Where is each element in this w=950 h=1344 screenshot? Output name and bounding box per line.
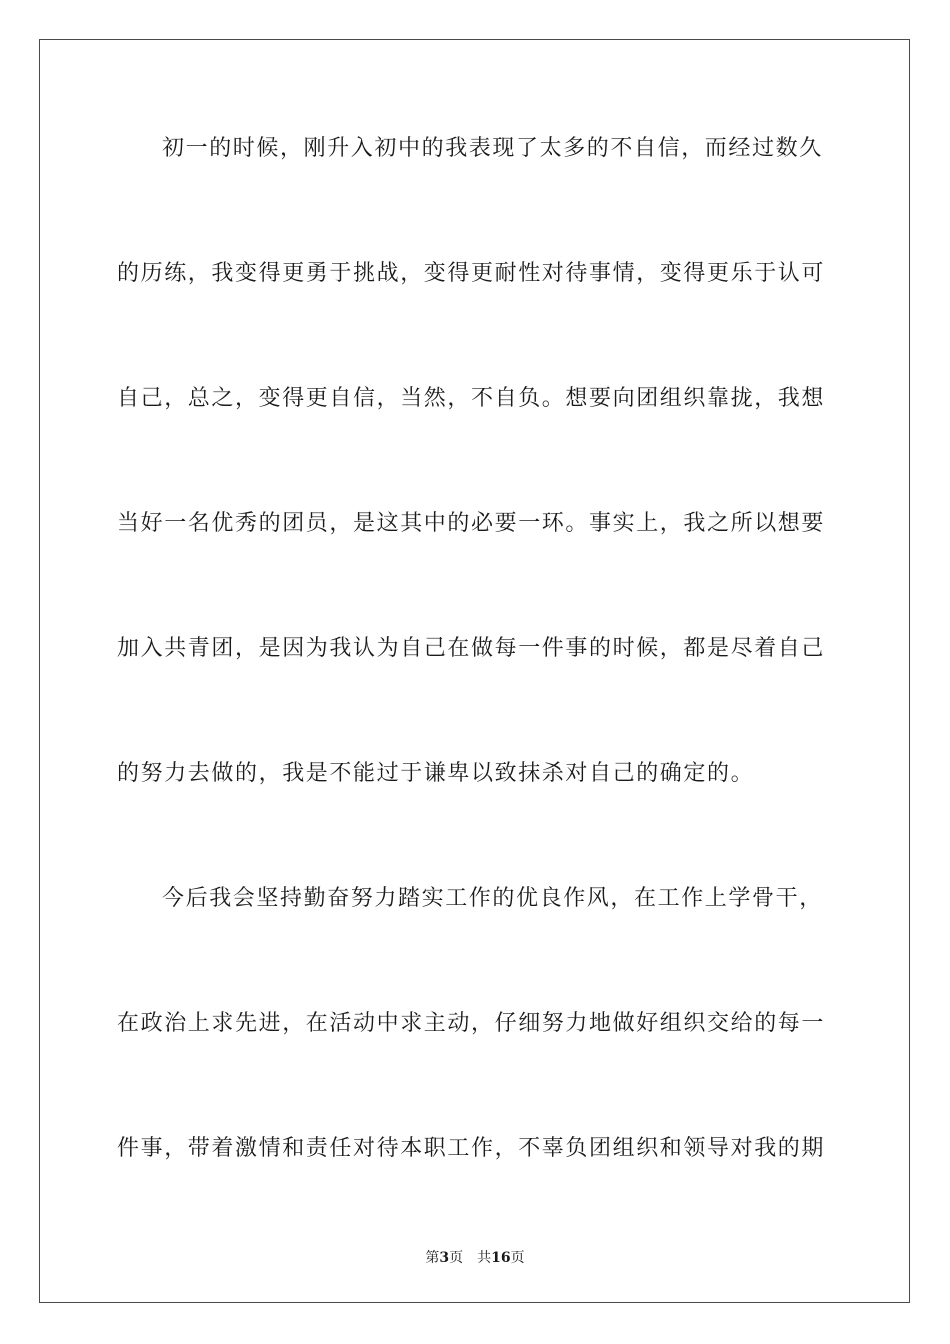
total-suffix: 页 [510, 1250, 525, 1266]
paragraph-line: 自己，总之，变得更自信，当然，不自负。想要向团组织靠拢，我想 [117, 386, 826, 411]
page-footer [0, 1249, 950, 1267]
paragraph-line: 当好一名优秀的团员，是这其中的必要一环。事实上，我之所以想要 [117, 511, 826, 536]
paragraph-line: 今后我会坚持勤奋努力踏实工作的优良作风，在工作上学骨干， [162, 886, 823, 911]
paragraph-line: 的历练，我变得更勇于挑战，变得更耐性对待事情，变得更乐于认可 [117, 261, 826, 286]
total-prefix: 共 [477, 1250, 492, 1266]
paragraph-line: 加入共青团，是因为我认为自己在做每一件事的时候，都是尽着自己 [117, 636, 826, 661]
paragraph-line: 件事，带着激情和责任对待本职工作，不辜负团组织和领导对我的期 [117, 1136, 826, 1161]
page-border [39, 39, 910, 1303]
page-suffix: 页 [449, 1250, 464, 1266]
page-number: 3 [439, 1250, 450, 1266]
paragraph-line: 初一的时候，刚升入初中的我表现了太多的不自信，而经过数久 [162, 136, 823, 161]
page-prefix: 第 [425, 1250, 440, 1266]
paragraph-line: 的努力去做的，我是不能过于谦卑以致抹杀对自己的确定的。 [117, 761, 755, 786]
total-pages: 16 [491, 1250, 511, 1266]
paragraph-line: 在政治上求先进，在活动中求主动，仔细努力地做好组织交给的每一 [117, 1011, 826, 1036]
